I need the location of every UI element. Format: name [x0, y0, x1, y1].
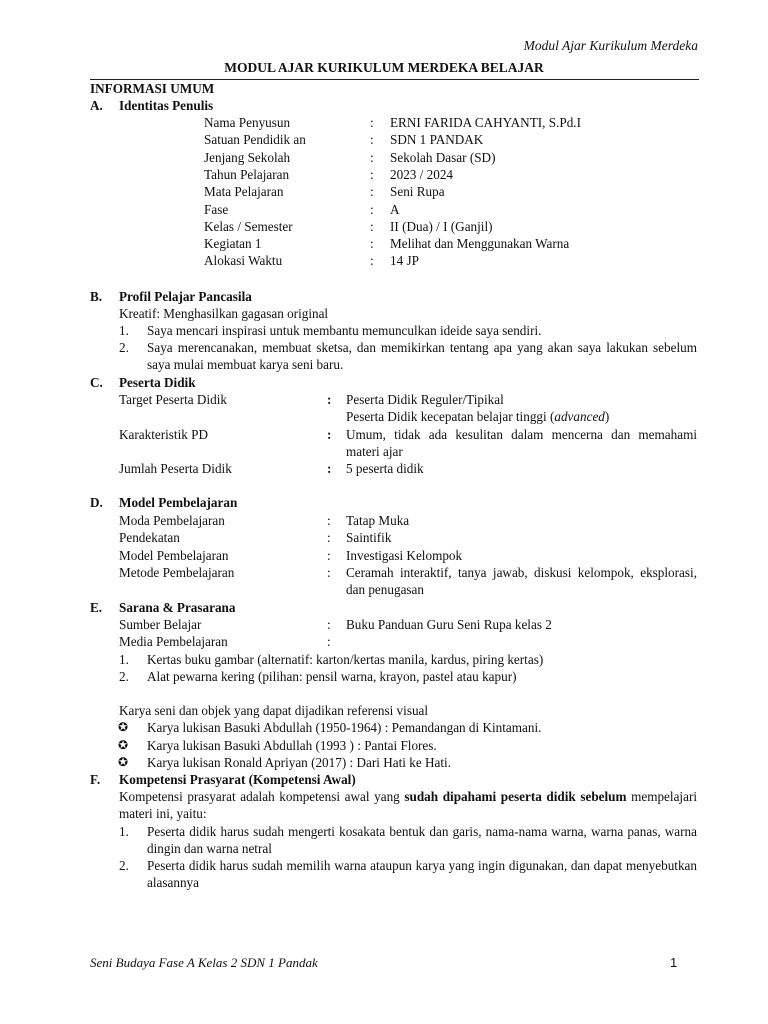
jumlah-colon: : — [327, 461, 332, 476]
identitas-row-label: Alokasi Waktu — [204, 253, 283, 269]
identitas-row-label: Fase — [204, 201, 229, 217]
document-title: MODUL AJAR KURIKULUM MERDEKA BELAJAR — [224, 60, 544, 75]
identitas-row-value: 2023 / 2024 — [390, 166, 454, 182]
identitas-row-value: Melihat dan Menggunakan Warna — [390, 236, 570, 252]
model-row-label: Model Pembelajaran — [119, 547, 229, 563]
target-label: Target Peserta Didik — [119, 392, 227, 407]
identitas-row-colon: : — [370, 253, 374, 269]
page-footer: Seni Budaya Fase A Kelas 2 SDN 1 Pandak — [90, 955, 318, 970]
jumlah-value: 5 peserta didik — [346, 461, 424, 476]
referensi-item: Karya lukisan Ronald Apriyan (2017) : Dari Hati ke Hati. — [147, 755, 451, 770]
identitas-row-colon: : — [370, 236, 374, 252]
media-item: Alat pewarna kering (pilihan: pensil warna, krayon, pastel atau kapur) — [147, 669, 517, 684]
identitas-row-colon: : — [370, 201, 374, 217]
informasi-umum-heading: INFORMASI UMUM — [90, 81, 215, 96]
model-row-colon: : — [327, 530, 331, 546]
section-a-title: Identitas Penulis — [119, 98, 214, 113]
karakteristik-value: Umum, tidak ada kesulitan dalam mencerna dan memahami materi ajar — [346, 427, 697, 460]
target-value-2 — [346, 408, 609, 425]
section-b-title: Profil Pelajar Pancasila — [119, 289, 252, 304]
kompetensi-item: Peserta didik harus sudah memilih warna ataupun karya yang ingin digunakan, dan dapat menyebutkan alasannya — [147, 858, 697, 891]
target-value-1: Peserta Didik Reguler/Tipikal — [346, 392, 504, 407]
model-row-label: Moda Pembelajaran — [119, 513, 225, 528]
media-item-num: 2. — [119, 669, 129, 684]
target-value-2-text: Peserta Didik kecepatan belajar tinggi ( — [346, 409, 555, 424]
profil-intro: Kreatif: Menghasilkan gagasan original — [119, 306, 329, 321]
media-label: Media Pembelajaran — [119, 634, 228, 649]
section-b-letter: B. — [90, 289, 103, 304]
kompetensi-intro — [119, 788, 697, 823]
sumber-value: Buku Panduan Guru Seni Rupa kelas 2 — [346, 617, 552, 632]
profil-item-num: 1. — [119, 323, 129, 338]
identitas-row-label: Satuan Pendidik an — [204, 132, 306, 148]
identitas-row-value: SDN 1 PANDAK — [390, 132, 484, 148]
section-e-title: Sarana & Prasarana — [119, 600, 236, 615]
section-e-letter: E. — [90, 600, 103, 615]
model-row-value: Tatap Muka — [346, 513, 410, 528]
metode-colon: : — [327, 565, 331, 580]
identitas-row-label: Kelas / Semester — [204, 218, 293, 234]
referensi-item: Karya lukisan Basuki Abdullah (1950-1964) : Pemandangan di Kintamani. — [147, 720, 542, 735]
identitas-row-value: 14 JP — [390, 253, 419, 269]
jumlah-label: Jumlah Peserta Didik — [119, 461, 232, 476]
model-row-colon: : — [327, 547, 331, 563]
media-item-num: 1. — [119, 652, 129, 667]
profil-item: Saya mencari inspirasi untuk membantu memunculkan ideide saya sendiri. — [147, 323, 542, 338]
section-f-title: Kompetensi Prasyarat (Kompetensi Awal) — [119, 772, 356, 787]
media-item: Kertas buku gambar (alternatif: karton/kertas manila, kardus, piring kertas) — [147, 652, 544, 667]
identitas-row-label: Nama Penyusun — [204, 115, 291, 130]
section-c-title: Peserta Didik — [119, 375, 196, 390]
target-colon: : — [327, 392, 332, 407]
model-row-colon: : — [327, 513, 331, 528]
kompetensi-intro-text: Kompetensi prasyarat adalah kompetensi awal yang — [119, 789, 405, 804]
section-d-letter: D. — [90, 495, 103, 510]
kompetensi-item: Peserta didik harus sudah mengerti kosakata bentuk dan garis, nama-nama warna, warna panas, warna dingin dan warna netral — [147, 824, 697, 857]
karakteristik-colon: : — [327, 427, 332, 442]
media-colon: : — [327, 634, 331, 649]
kompetensi-intro-bold: sudah dipahami peserta didik sebelum — [404, 789, 627, 804]
metode-label: Metode Pembelajaran — [119, 565, 235, 580]
page-number: 1 — [670, 955, 678, 970]
model-row-label: Pendekatan — [119, 530, 180, 546]
identitas-row-label: Kegiatan 1 — [204, 236, 262, 252]
identitas-row-colon: : — [370, 166, 374, 182]
running-header: Modul Ajar Kurikulum Merdeka — [523, 38, 698, 53]
section-a-letter: A. — [90, 98, 103, 113]
kompetensi-item-num: 1. — [119, 824, 129, 839]
section-d-title: Model Pembelajaran — [119, 495, 238, 510]
model-row-value: Investigasi Kelompok — [346, 547, 463, 563]
referensi-item: Karya lukisan Basuki Abdullah (1993 ) : Pantai Flores. — [147, 738, 437, 753]
star-bullet-icon: ✪ — [118, 720, 129, 734]
target-value-2-close: ) — [604, 409, 610, 424]
kompetensi-intro-end: mempelajari materi ini, yaitu: — [119, 789, 698, 822]
identitas-row-colon: : — [370, 132, 374, 148]
star-bullet-icon: ✪ — [118, 755, 129, 769]
identitas-row-value: Sekolah Dasar (SD) — [390, 149, 496, 165]
metode-value: Ceramah interaktif, tanya jawab, diskusi kelompok, eksplorasi, dan penugasan — [346, 565, 697, 598]
identitas-row-value: Seni Rupa — [390, 184, 445, 200]
identitas-row-value: II (Dua) / I (Ganjil) — [390, 218, 493, 234]
identitas-row-label: Mata Pelajaran — [204, 184, 284, 200]
identitas-row-colon: : — [370, 218, 374, 234]
section-c-letter: C. — [90, 375, 103, 390]
sumber-colon: : — [327, 617, 331, 632]
kompetensi-item-num: 2. — [119, 858, 129, 873]
sumber-label: Sumber Belajar — [119, 617, 202, 632]
identitas-row-colon: : — [370, 149, 374, 165]
referensi-intro: Karya seni dan objek yang dapat dijadikan referensi visual — [119, 703, 429, 718]
target-value-2-italic: advanced — [554, 409, 605, 424]
section-f-letter: F. — [90, 772, 101, 787]
identitas-row-label: Tahun Pelajaran — [204, 166, 290, 182]
identitas-row-label: Jenjang Sekolah — [204, 149, 291, 165]
profil-item: Saya merencanakan, membuat sketsa, dan memikirkan tentang apa yang akan saya lakukan sebelum saya mulai membuat karya seni baru. — [147, 340, 697, 373]
star-bullet-icon: ✪ — [118, 738, 129, 752]
identitas-row-colon: : — [370, 115, 374, 130]
identitas-row-value: A — [390, 201, 400, 217]
identitas-row-value: ERNI FARIDA CAHYANTI, S.Pd.I — [390, 115, 581, 130]
karakteristik-label: Karakteristik PD — [119, 427, 208, 442]
model-row-value: Saintifik — [346, 530, 392, 546]
profil-item-num: 2. — [119, 340, 129, 355]
identitas-row-colon: : — [370, 184, 374, 200]
